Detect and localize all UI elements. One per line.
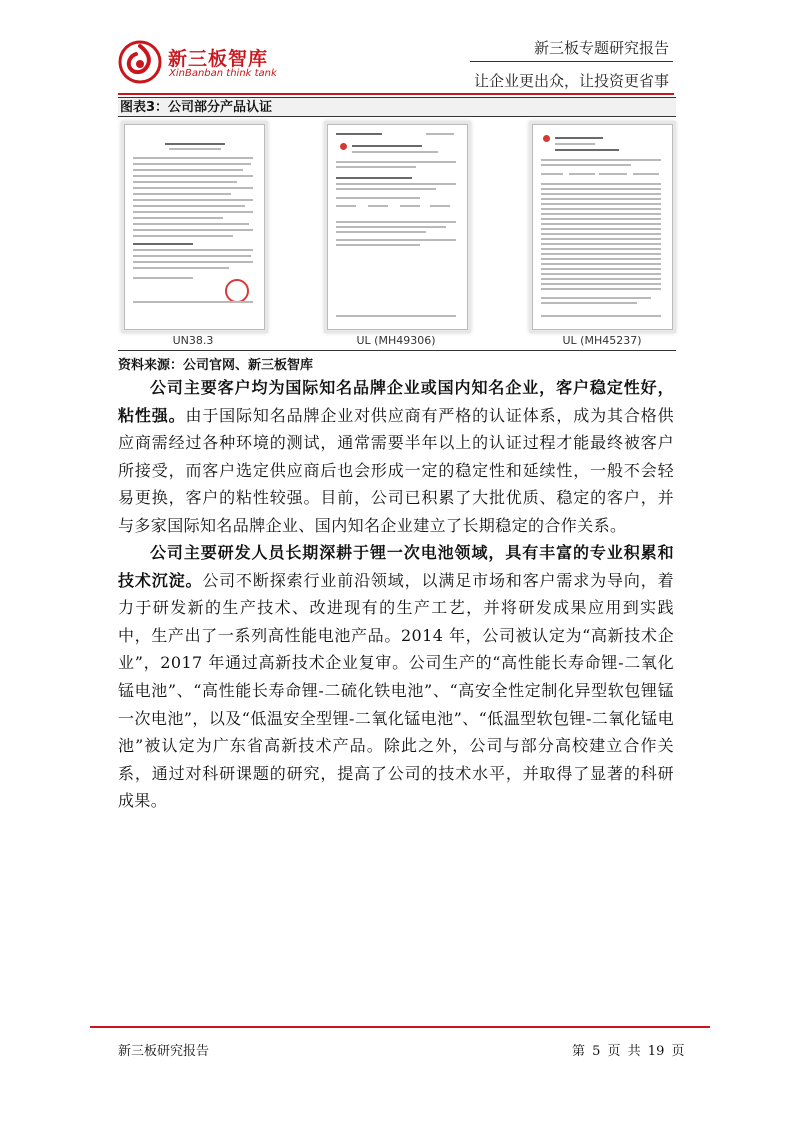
footer-rule	[90, 1026, 710, 1028]
paragraph-customers	[118, 374, 674, 540]
figure-bottom-rule	[118, 350, 676, 351]
logo-text-cn: 新三板智库	[168, 48, 269, 70]
paragraph-research	[118, 539, 674, 815]
figure-label-un383: UN38.3	[172, 334, 214, 347]
logo-text-en: XinBanban think tank	[169, 68, 277, 79]
figure-label-ul-mh45237: UL (MH45237)	[562, 334, 642, 347]
header-divider	[470, 61, 673, 62]
ul-certificate-table-image	[532, 124, 673, 330]
footer-report-name: 新三板研究报告	[118, 1044, 210, 1059]
un383-certificate-image	[124, 124, 265, 330]
paragraph-text: 公司不断探索行业前沿领域，以满足市场和客户需求为导向，着力于研发新的生产技术、改进现有的生产工艺，并将研发成果应用到实践中，生产出了一系列高性能电池产品。2014 年，公司被认定为“高新技术企业”，2017 年通过高新技术企业复审。公司生产的“高性能长寿命锂-二氧化锰电池”、“高性能长寿命锂-二硫化铁电池”、“高安全性定制化异型软包锂锰一次电池”，以及“低温安全型锂-二氧化锰电池”、“低温型软包锂-二氧化锰电池”被认定为广东省高新技术产品。除此之外，公司与部分高校建立合作关系，通过对科研课题的研究，提高了公司的技术水平，并取得了显著的科研成果。	[118, 570, 674, 811]
figure-caption: 图表3：公司部分产品认证	[118, 97, 676, 117]
paragraph-lead: 公司主要客户均为国际知名品牌企业或国内知名企业，客户稳定性好，粘性强。	[118, 378, 674, 425]
figure-source: 资料来源：公司官网、新三板智库	[118, 358, 314, 373]
report-title: 新三板专题研究报告	[533, 39, 669, 57]
page-number: 第 5 页 共 19 页	[572, 1044, 685, 1059]
ul-certificate-image	[327, 124, 468, 330]
paragraph-text: 由于国际知名品牌企业对供应商有严格的认证体系，成为其合格供应商需经过各种环境的测试，通常需要半年以上的认证过程才能最终被客户所接受，而客户选定供应商后也会形成一定的稳定性和延续性，一般不会轻易更换，客户的粘性较强。目前，公司已积累了大批优质、稳定的客户，并与多家国际知名品牌企业、国内知名企业建立了长期稳定的合作关系。	[118, 405, 674, 535]
xinsanban-logo-icon	[118, 40, 162, 84]
slogan: 让企业更出众，让投资更省事	[473, 72, 669, 90]
paragraph-lead: 公司主要研发人员长期深耕于锂一次电池领域，具有丰富的专业积累和技术沉淀。	[118, 543, 674, 590]
figure-label-ul-mh49306: UL (MH49306)	[356, 334, 436, 347]
header-rule	[118, 93, 674, 95]
